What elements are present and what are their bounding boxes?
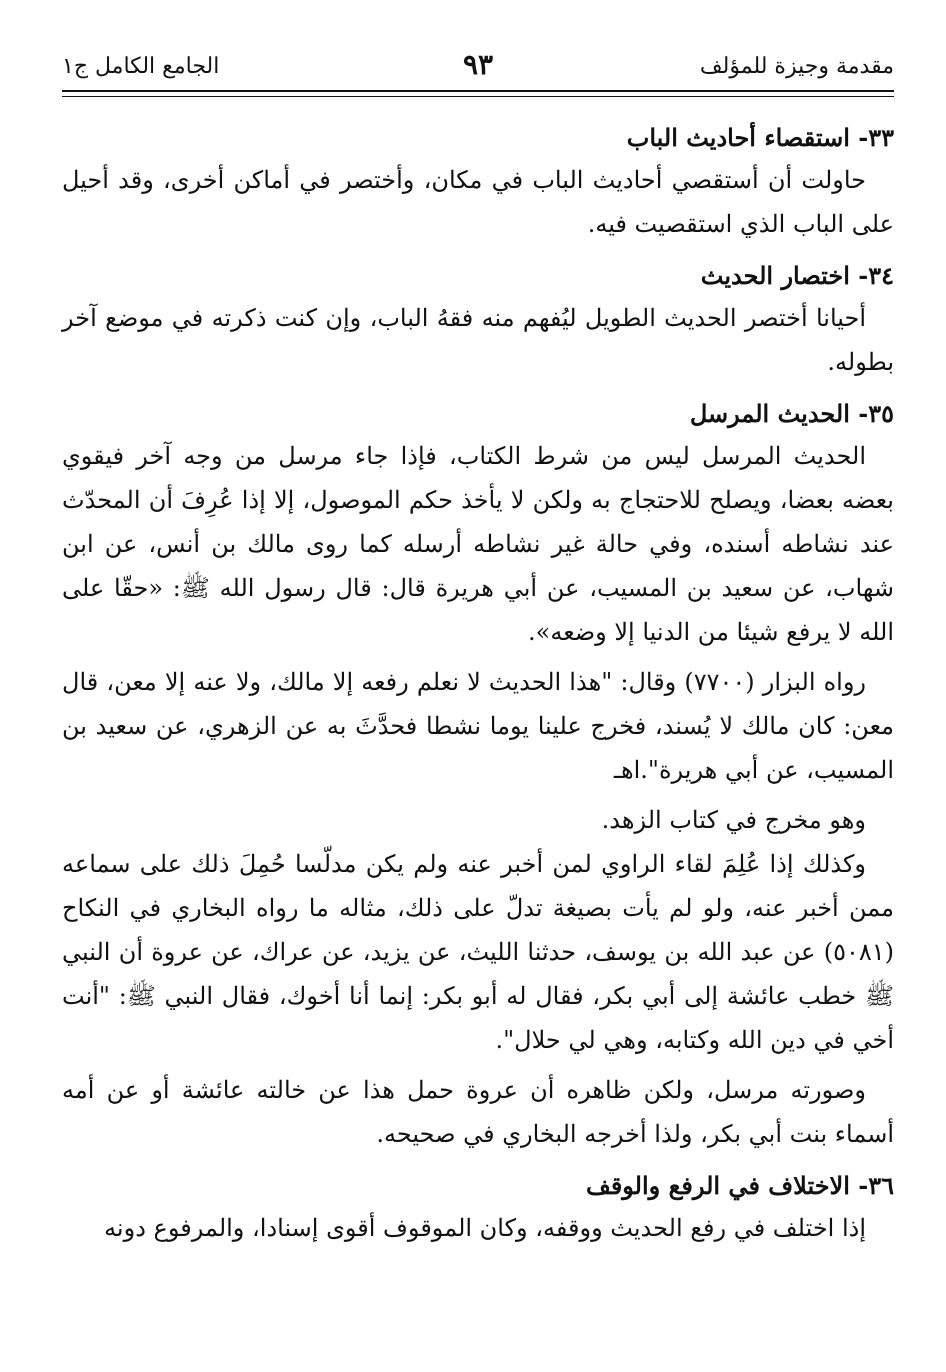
section-heading: ٣٣- استقصاء أحاديث الباب <box>626 123 894 152</box>
section-heading: ٣٤- اختصار الحديث <box>700 261 894 290</box>
page-number: ٩٣ <box>462 48 494 81</box>
paragraph: وكذلك إذا عُلِمَ لقاء الراوي لمن أخبر عنه ولم يكن مدلّسا حُمِلَ ذلك على سماعه ممن أخبر عنه، ولو لم يأت بصيغة تدلّ على ذلك، مثاله ما رواه البخاري في النكاح (٥٠٨١) عن عبد الله بن يوسف، حدثنا الليث، عن يزيد، عن عراك، عن عروة أن النبي ﷺ خطب عائشة إلى أبي بكر، فقال له أبو بكر: إنما أنا أخوك، فقال النبي ﷺ: "أنت أخي في دين الله وكتابه، وهي لي حلال". <box>62 850 894 1054</box>
book-section-title: مقدمة وجيزة للمؤلف <box>699 54 894 79</box>
running-title: الجامع الكامل ج١ <box>62 54 220 79</box>
section-heading: ٣٥- الحديث المرسل <box>689 399 894 428</box>
paragraph: إذا اختلف في رفع الحديث ووقفه، وكان الموقوف أقوى إسنادا، والمرفوع دونه <box>104 1214 866 1242</box>
paragraph: أحيانا أختصر الحديث الطويل ليُفهم منه فقهُ الباب، وإن كنت ذكرته في موضع آخر بطوله. <box>62 304 894 376</box>
running-header <box>62 48 894 88</box>
header-rule-thin <box>62 96 894 97</box>
paragraph: الحديث المرسل ليس من شرط الكتاب، فإذا جاء مرسل من وجه آخر فيقوي بعضه بعضا، ويصلح للاحتجاج به ولكن لا يأخذ حكم الموصول، إلا إذا عُرِفَ أن المحدّث عند نشاطه أسنده، وفي حالة غير نشاطه أرسله كما روى مالك بن أنس، عن ابن شهاب، عن سعيد بن المسيب، عن أبي هريرة قال: قال رسول الله ﷺ: «حقّا على الله لا يرفع شيئا من الدنيا إلا وضعه». <box>62 442 894 646</box>
paragraph: رواه البزار (٧٧٠٠) وقال: "هذا الحديث لا نعلم رفعه إلا مالك، ولا عنه إلا معن، قال معن: كان مالك لا يُسند، فخرج علينا يوما نشطا فحدَّثَ به عن الزهري، عن سعيد بن المسيب، عن أبي هريرة".اهـ <box>62 668 894 784</box>
paragraph: حاولت أن أستقصي أحاديث الباب في مكان، وأختصر في أماكن أخرى، وقد أحيل على الباب الذي استقصيت فيه. <box>62 166 894 238</box>
paragraph: وهو مخرج في كتاب الزهد. <box>601 806 866 834</box>
paragraph: وصورته مرسل، ولكن ظاهره أن عروة حمل هذا عن خالته عائشة أو عن أمه أسماء بنت أبي بكر، ولذا أخرجه البخاري في صحيحه. <box>62 1076 894 1148</box>
header-rule-thick <box>62 90 894 92</box>
section-heading: ٣٦- الاختلاف في الرفع والوقف <box>585 1171 894 1200</box>
page-body <box>62 118 894 1250</box>
